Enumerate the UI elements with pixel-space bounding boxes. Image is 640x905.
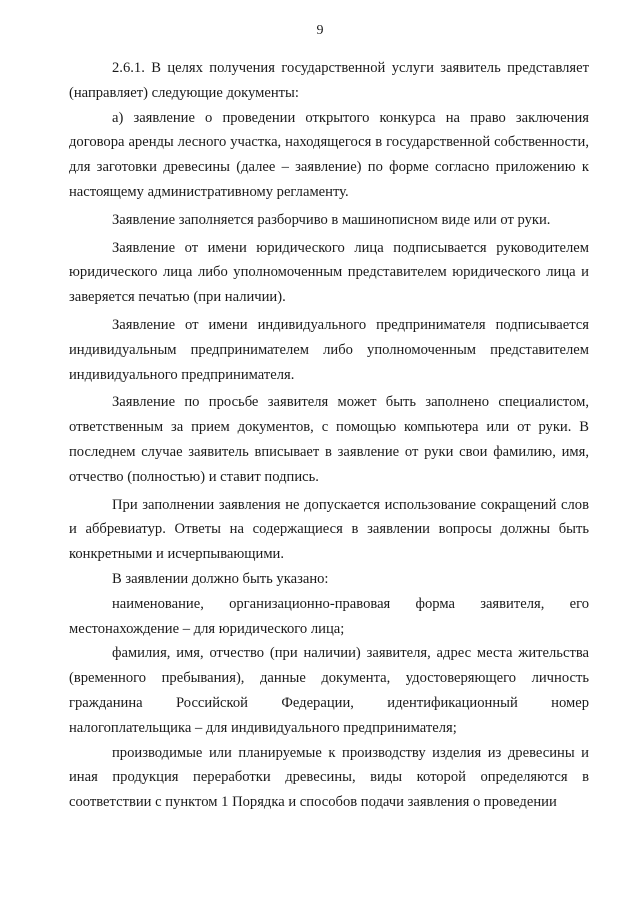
paragraph-legal-entity: Заявление от имени юридического лица подписывается руководителем юридического лица либо уполномоченным представителем юридического лица и заверяется печатью (при наличии). — [69, 239, 589, 306]
paragraph-item-a: а) заявление о проведении открытого конкурса на право заключения договора аренды лесного участка, находящегося в государственной собственности, для заготовки древесины (далее – заявление) по форме согласно приложению к настоящему административному регламенту. — [69, 109, 589, 200]
paragraph-no-abbreviations: При заполнении заявления не допускается использование сокращений слов и аббревиатур. Ответы на содержащиеся в заявлении вопросы должны быть конкретными и исчерпывающими. — [69, 496, 589, 563]
paragraph-entrepreneur: Заявление от имени индивидуального предпринимателя подписывается индивидуальным предпринимателем либо уполномоченным представителем индивидуального предпринимателя. — [69, 316, 589, 383]
paragraph-2-6-1: 2.6.1. В целях получения государственной услуги заявитель представляет (направляет) следующие документы: — [69, 60, 589, 101]
paragraph-name-legal-form: наименование, организационно-правовая форма заявителя, его местонахождение – для юридического лица; — [69, 595, 589, 637]
paragraph-wood-products: производимые или планируемые к производству изделия из древесины и иная продукция переработки древесины, виды которой определяются в соответствии с пунктом 1 Порядка и способов подачи заявления о проведении — [69, 744, 589, 811]
paragraph-full-name-entrepreneur: фамилия, имя, отчество (при наличии) заявителя, адрес места жительства (временного пребывания), данные документа, удостоверяющего личность гражданина Российской Федерации, идентификационный номер налогоплательщика – для индивидуального предпринимателя; — [69, 645, 589, 736]
paragraph-must-specify: В заявлении должно быть указано: — [112, 570, 329, 587]
paragraph-fill-method: Заявление заполняется разборчиво в машинописном виде или от руки. — [112, 211, 551, 228]
paragraph-specialist-fill: Заявление по просьбе заявителя может быть заполнено специалистом, ответственным за прием документов, с помощью компьютера или от руки. В последнем случае заявитель вписывает в заявление от руки свои фамилию, имя, отчество (полностью) и ставит подпись. — [69, 394, 589, 485]
document-body — [69, 56, 589, 815]
page-number: 9 — [316, 23, 324, 38]
